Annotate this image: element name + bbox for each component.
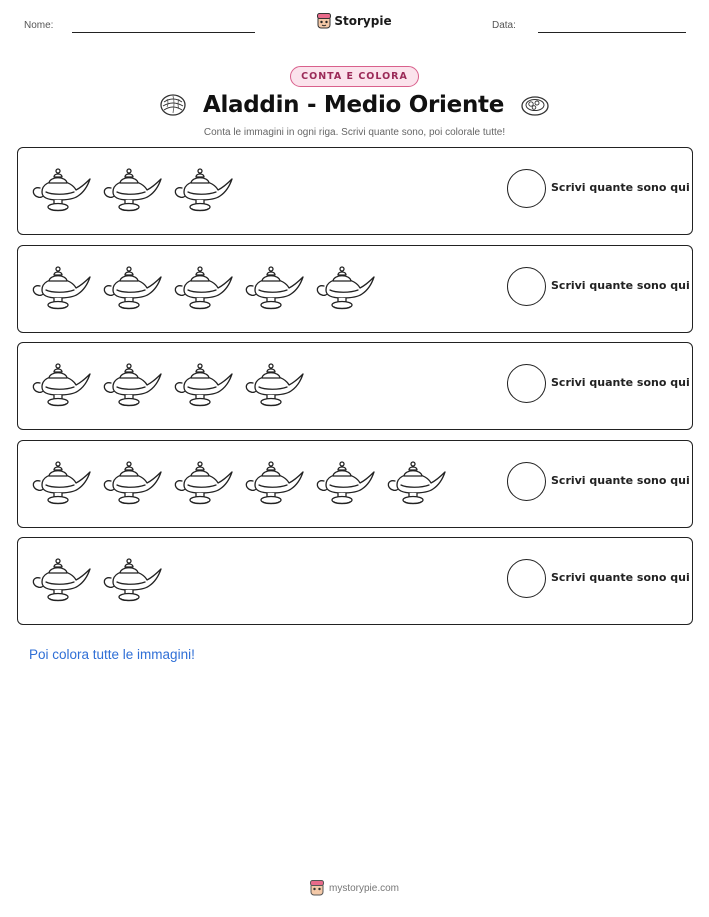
site-footer [0,880,709,896]
lamp-group [30,552,163,604]
activity-badge: CONTA E COLORA [290,66,419,87]
storypie-mascot-icon [317,13,331,29]
answer-circle[interactable] [507,169,546,208]
magic-lamp-icon [30,357,92,409]
lamp-group [30,357,305,409]
title-row [0,92,709,118]
magic-lamp-icon [243,455,305,507]
magic-lamp-icon [385,455,447,507]
magic-lamp-icon [172,455,234,507]
magic-lamp-icon [30,260,92,312]
magic-lamp-icon [101,552,163,604]
page-title: Aladdin - Medio Oriente [202,92,505,118]
instructions: Conta le immagini in ogni riga. Scrivi quante sono, poi colorale tutte! [203,127,506,138]
name-line[interactable] [72,32,255,33]
counting-row [17,147,693,235]
answer-circle[interactable] [507,364,546,403]
date-label: Data: [492,20,516,31]
counting-row [17,245,693,333]
magic-lamp-icon [314,455,376,507]
storypie-mascot-icon [310,880,324,896]
magic-lamp-icon [172,357,234,409]
answer-label: Scrivi quante sono qui [551,474,690,487]
brand-name: Storypie [334,14,392,28]
food-plate-icon [520,93,550,117]
magic-lamp-icon [172,162,234,214]
magic-lamp-icon [101,357,163,409]
lamp-group [30,260,376,312]
magic-lamp-icon [101,455,163,507]
lamp-group [30,162,234,214]
counting-row [17,440,693,528]
answer-circle[interactable] [507,559,546,598]
answer-label: Scrivi quante sono qui [551,279,690,292]
magic-lamp-icon [243,260,305,312]
magic-lamp-icon [172,260,234,312]
magic-lamp-icon [101,162,163,214]
name-label: Nome: [24,20,54,31]
answer-circle[interactable] [507,267,546,306]
magic-lamp-icon [30,455,92,507]
counting-row [17,342,693,430]
magic-lamp-icon [30,552,92,604]
footer-note: Poi colora tutte le immagini! [29,647,195,662]
food-plate-icon [159,93,187,117]
magic-lamp-icon [30,162,92,214]
date-line[interactable] [538,32,686,33]
brand [0,13,709,29]
counting-row [17,537,693,625]
answer-label: Scrivi quante sono qui [551,181,690,194]
answer-label: Scrivi quante sono qui [551,376,690,389]
answer-circle[interactable] [507,462,546,501]
answer-label: Scrivi quante sono qui [551,571,690,584]
magic-lamp-icon [101,260,163,312]
magic-lamp-icon [243,357,305,409]
lamp-group [30,455,447,507]
magic-lamp-icon [314,260,376,312]
site-url: mystorypie.com [328,882,399,894]
